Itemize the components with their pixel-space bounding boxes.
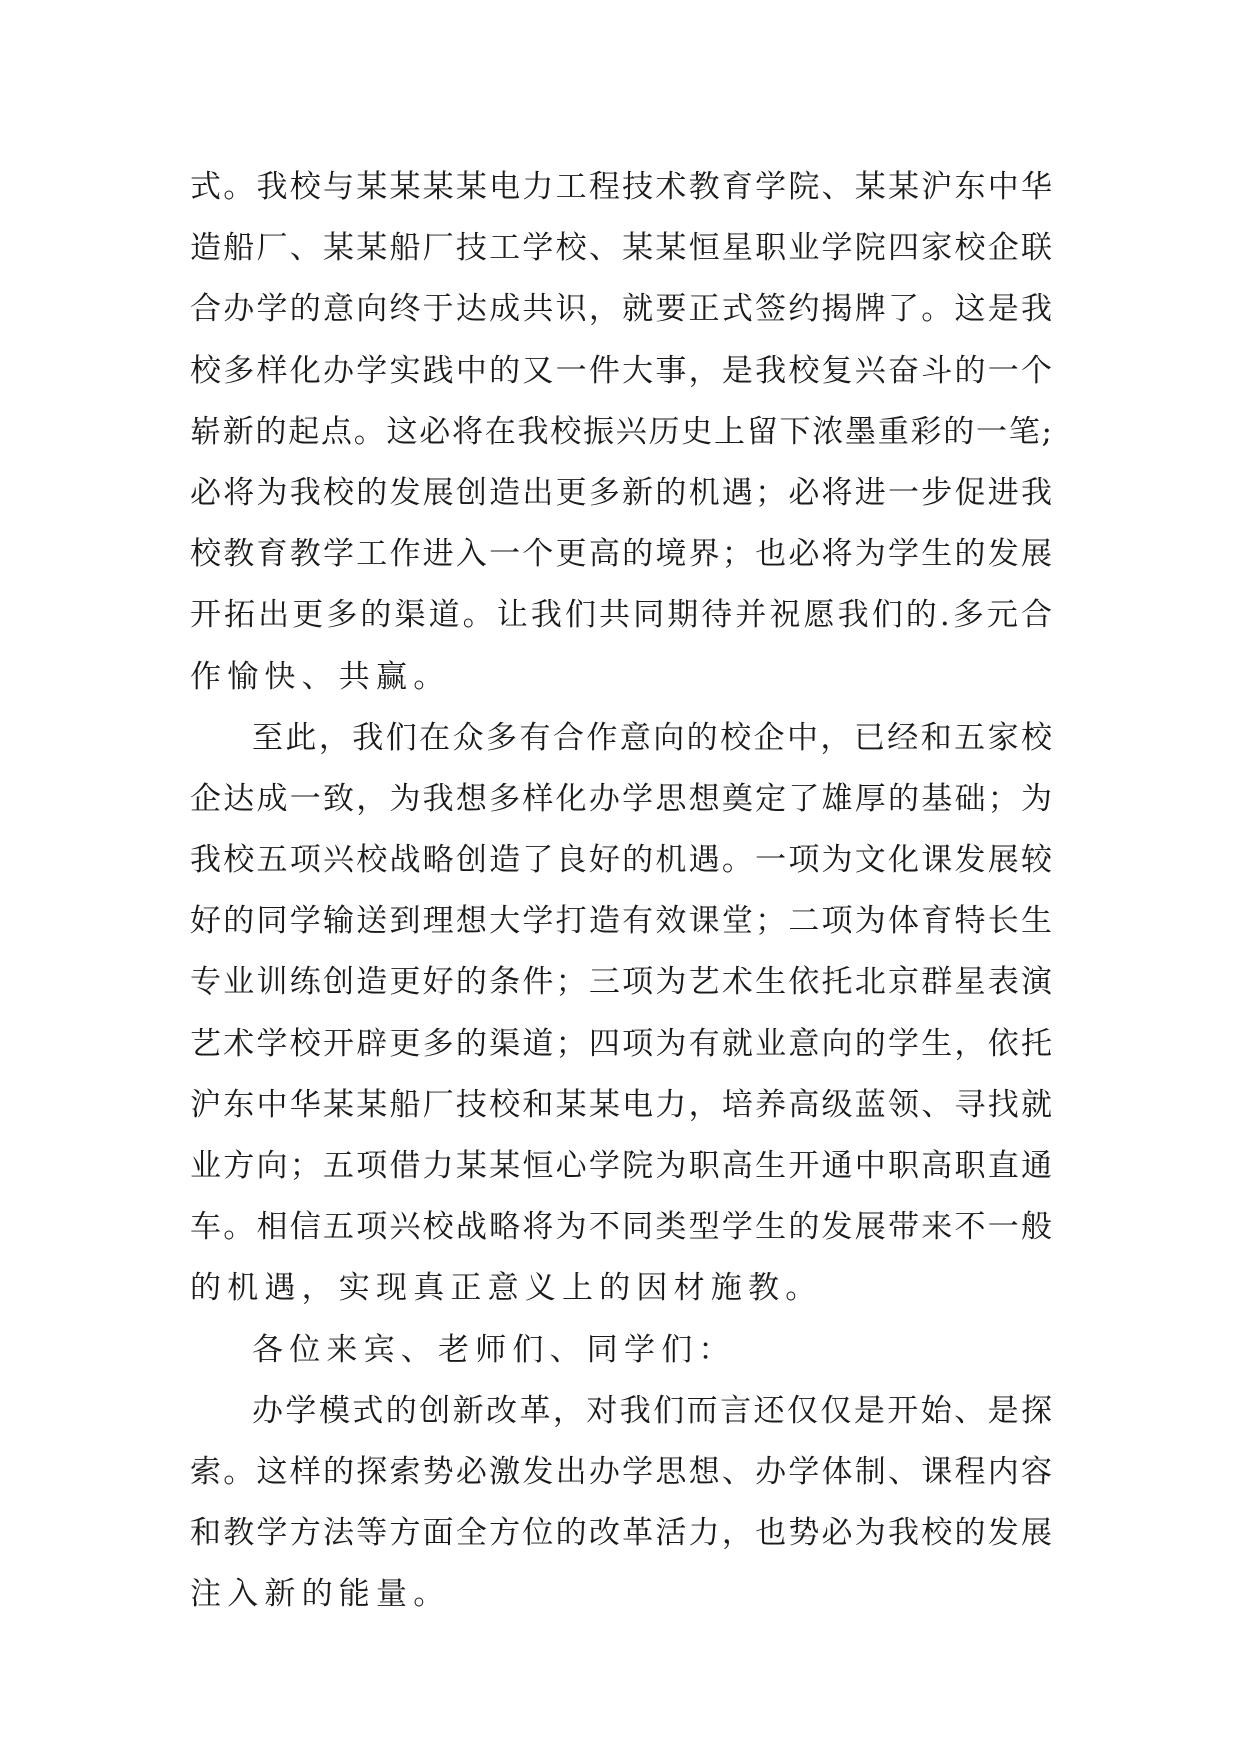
text-line: 作愉快、共赢。 [190, 658, 451, 695]
text-line: 校教育教学工作进入一个更高的境界；也必将为学生的发展 [190, 536, 1052, 573]
text-line: 好的同学输送到理想大学打造有效课堂；二项为体育特长生 [190, 903, 1052, 940]
text-line: 的机遇，实现真正意义上的因材施教。 [190, 1270, 823, 1307]
text-line: 校多样化办学实践中的又一件大事，是我校复兴奋斗的一个 [190, 352, 1052, 389]
text-line: 造船厂、某某船厂技工学校、某某恒星职业学院四家校企联 [190, 230, 1052, 267]
document-body [190, 157, 1052, 1626]
text-line: 各位来宾、老师们、同学们： [252, 1331, 736, 1368]
text-line: 企达成一致，为我想多样化办学思想奠定了雄厚的基础；为 [190, 780, 1052, 817]
text-line: 艺术学校开辟更多的渠道；四项为有就业意向的学生，依托 [190, 1025, 1052, 1062]
text-line: 办学模式的创新改革，对我们而言还仅仅是开始、是探 [252, 1392, 1052, 1429]
text-line: 开拓出更多的渠道。让我们共同期待并祝愿我们的.多元合 [190, 597, 1052, 634]
text-line: 和教学方法等方面全方位的改革活力，也势必为我校的发展 [190, 1515, 1052, 1552]
text-line: 我校五项兴校战略创造了良好的机遇。一项为文化课发展较 [190, 842, 1052, 879]
text-line: 沪东中华某某船厂技校和某某电力，培养高级蓝领、寻找就 [190, 1086, 1052, 1123]
text-line: 车。相信五项兴校战略将为不同类型学生的发展带来不一般 [190, 1209, 1052, 1246]
text-line: 必将为我校的发展创造出更多新的机遇；必将进一步促进我 [190, 474, 1052, 511]
text-line: 注入新的能量。 [190, 1576, 451, 1613]
text-line: 专业训练创造更好的条件；三项为艺术生依托北京群星表演 [190, 964, 1052, 1001]
text-line: 式。我校与某某某某电力工程技术教育学院、某某沪东中华 [190, 169, 1052, 205]
text-line: 至此，我们在众多有合作意向的校企中，已经和五家校 [252, 719, 1052, 756]
text-line: 合办学的意向终于达成共识，就要正式签约揭牌了。这是我 [190, 291, 1052, 328]
text-line: 崭新的起点。这必将在我校振兴历史上留下浓墨重彩的一笔; [190, 413, 1052, 450]
text-line: 索。这样的探索势必激发出办学思想、办学体制、课程内容 [190, 1453, 1052, 1490]
text-line: 业方向；五项借力某某恒心学院为职高生开通中职高职直通 [190, 1148, 1052, 1184]
